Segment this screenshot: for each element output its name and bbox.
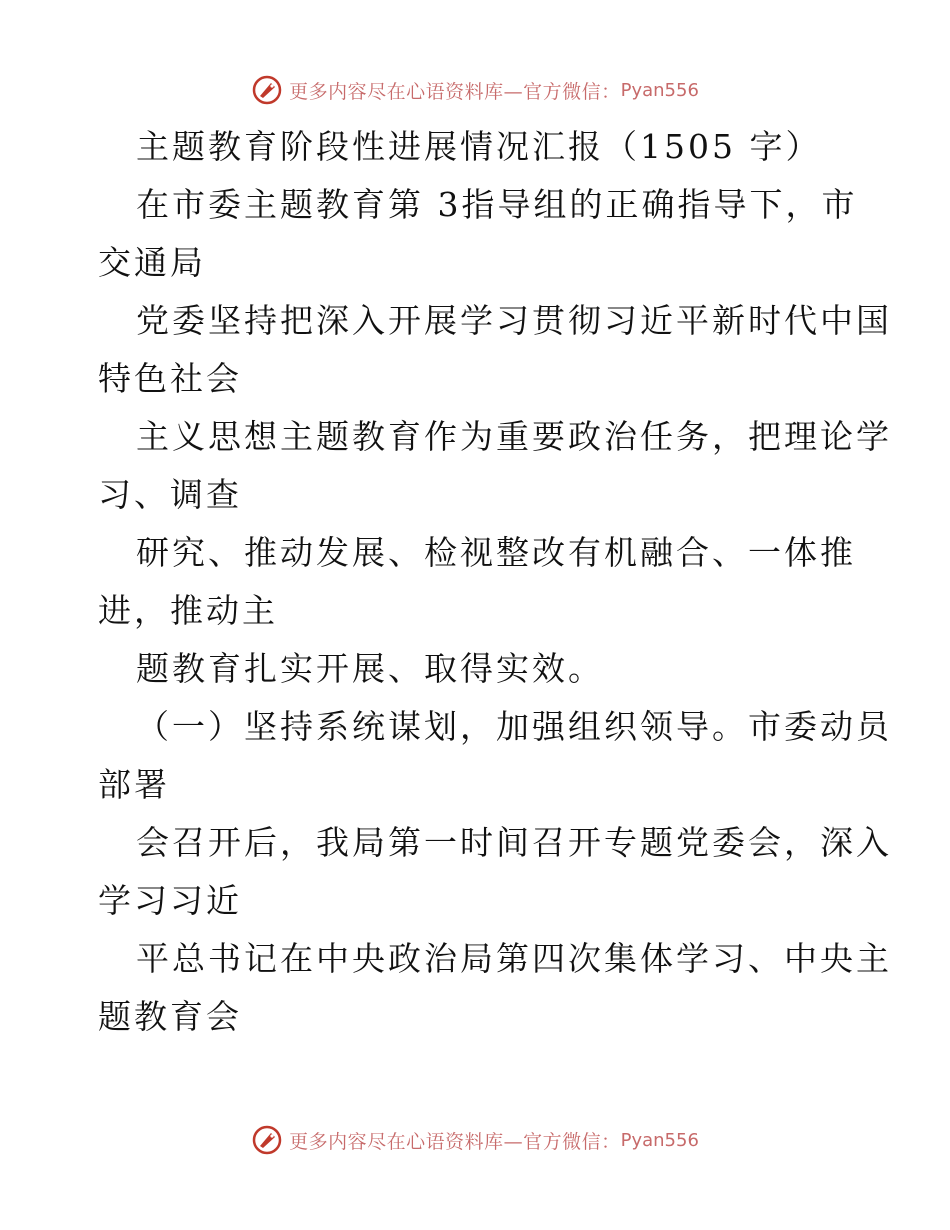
watermark-text: 更多内容尽在心语资料库—官方微信：	[289, 80, 621, 103]
paragraph-line: 题教育会	[98, 997, 242, 1036]
watermark-text: 更多内容尽在心语资料库—官方微信：	[289, 1130, 621, 1153]
paragraph-line: 交通局	[98, 243, 206, 282]
pen-nib-circle-icon	[251, 74, 283, 106]
doc-title: 主题教育阶段性进展情况汇报（1505 字）	[136, 127, 822, 166]
header-watermark	[0, 70, 950, 110]
paragraph-line: 题教育扎实开展、取得实效。	[136, 649, 604, 688]
paragraph-line: 主义思想主题教育作为重要政治任务，把理论学	[136, 417, 892, 456]
paragraph-line: 会召开后，我局第一时间召开专题党委会，深入	[136, 823, 892, 862]
paragraph-line: 党委坚持把深入开展学习贯彻习近平新时代中国	[136, 301, 892, 340]
paragraph-line: （一）坚持系统谋划，加强组织领导。市委动员	[136, 707, 892, 746]
watermark-wechat-id: Pyan556	[620, 1129, 699, 1151]
footer-watermark	[0, 1120, 950, 1160]
document-body	[98, 118, 892, 1046]
paragraph-line: 习、调查	[98, 475, 242, 514]
paragraph-line: 在市委主题教育第 3指导组的正确指导下，市	[136, 185, 858, 224]
watermark-wechat-id: Pyan556	[620, 79, 699, 101]
paragraph-line: 平总书记在中央政治局第四次集体学习、中央主	[136, 939, 892, 978]
pen-nib-circle-icon	[251, 1124, 283, 1156]
paragraph-line: 部署	[98, 765, 170, 804]
paragraph-line: 学习习近	[98, 881, 242, 920]
paragraph-line: 特色社会	[98, 359, 242, 398]
paragraph-line: 研究、推动发展、检视整改有机融合、一体推	[136, 533, 856, 572]
paragraph-line: 进，推动主	[98, 591, 278, 630]
